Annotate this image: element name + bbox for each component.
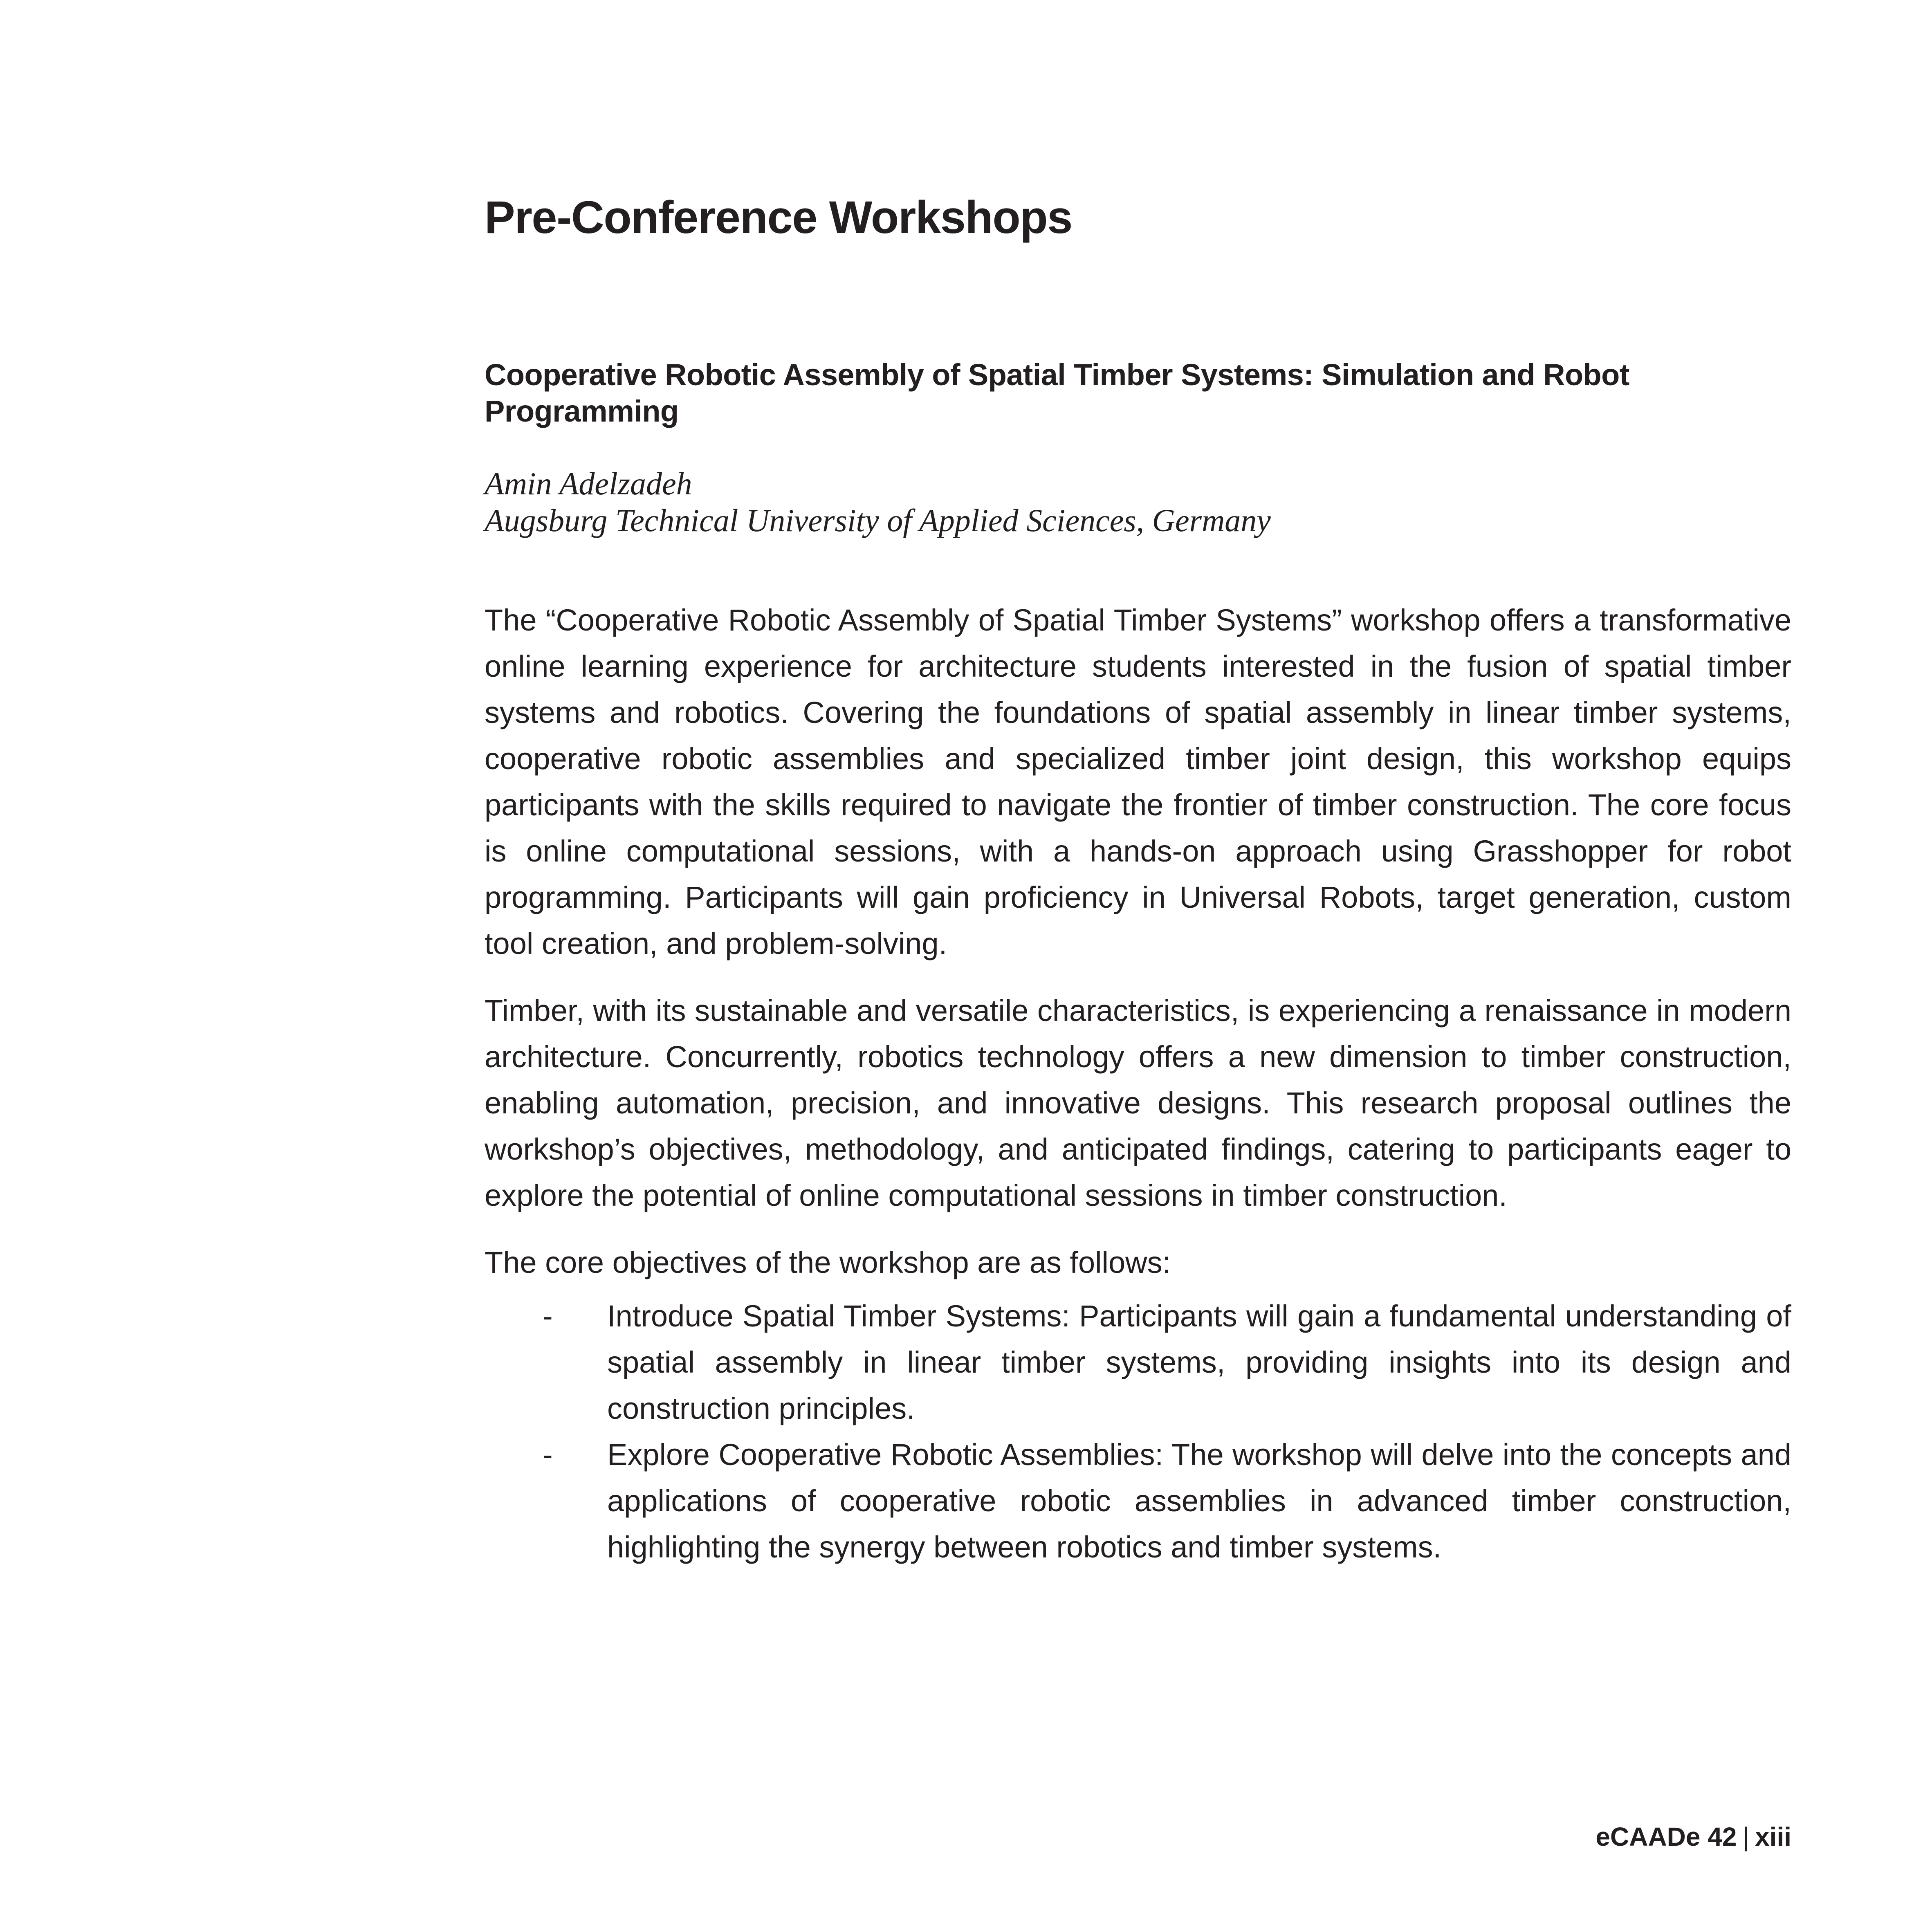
list-dash: - (543, 1438, 553, 1472)
workshop-description (485, 597, 1791, 1570)
paragraph-objectives-lead: The core objectives of the workshop are as follows: (485, 1245, 1171, 1279)
objective-text: Explore Cooperative Robotic Assemblies: The workshop will delve into the concepts and applications of cooperative robotic assemblies in advanced timber construction, highlighting the synergy between robotics and timber systems. (607, 1438, 1791, 1564)
author-block (485, 465, 1271, 539)
footer-separator: | (1742, 1822, 1750, 1851)
objective-text: Introduce Spatial Timber Systems: Participants will gain a fundamental understanding of spatial assembly in linear timber systems, providing insights into its design and construction principles. (607, 1299, 1791, 1425)
list-dash: - (543, 1299, 553, 1333)
objective-item (543, 1432, 1791, 1570)
paragraph-context: Timber, with its sustainable and versatile characteristics, is experiencing a renaissance in modern architecture. Concurrently, robotics technology offers a new dimension to timber construction, enabling automation, precision, and innovative designs. This research proposal outlines the workshop’s objectives, methodology, and anticipated findings, catering to participants eager to explore the potential of online computational sessions in timber construction. (485, 994, 1791, 1212)
page-footer (1595, 1822, 1791, 1852)
footer-conference: eCAADe 42 (1595, 1822, 1737, 1851)
author-name: Amin Adelzadeh (485, 466, 692, 501)
objective-item (543, 1293, 1791, 1432)
footer-page-number: xiii (1755, 1822, 1791, 1851)
page-heading: Pre-Conference Workshops (485, 192, 1072, 243)
objectives-list (485, 1293, 1791, 1570)
author-affiliation: Augsburg Technical University of Applied Sciences, Germany (485, 503, 1271, 538)
paragraph-intro: The “Cooperative Robotic Assembly of Spatial Timber Systems” workshop offers a transformative online learning experience for architecture students interested in the fusion of spatial timber systems and robotics. Covering the foundations of spatial assembly in linear timber systems, cooperative robotic assemblies and specialized timber joint design, this workshop equips participants with the skills required to navigate the frontier of timber construction. The core focus is online computational sessions, with a hands-on approach using Grasshopper for robot programming. Participants will gain proficiency in Universal Robots, target generation, custom tool creation, and problem-solving. (485, 603, 1791, 960)
workshop-title: Cooperative Robotic Assembly of Spatial Timber Systems: Simulation and Robot Programming (485, 358, 1629, 428)
